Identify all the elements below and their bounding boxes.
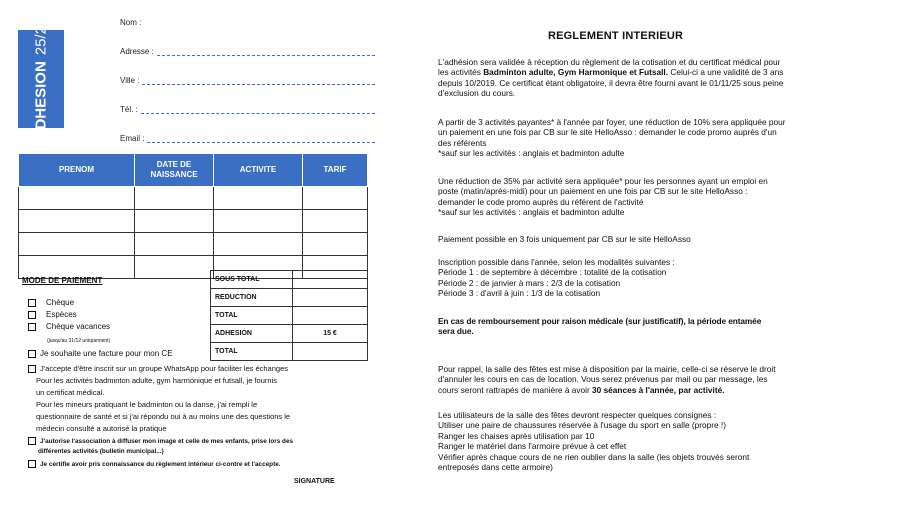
totals-label: TOTAL: [211, 343, 293, 361]
payment-mode-title: MODE DE PAIEMENT: [22, 276, 103, 285]
text-line: entreposés dans cette armoire): [438, 462, 553, 473]
cell-date[interactable]: [135, 256, 214, 279]
totals-label: SOUS TOTAL: [211, 271, 293, 289]
payment-option-label: Chèque vacances: [46, 322, 111, 331]
text-line: Inscription possible dans l'année, selon les modalités suivantes :: [438, 257, 675, 267]
nom-label: Nom :: [120, 18, 142, 27]
cell-tarif[interactable]: [303, 233, 368, 256]
totals-row: [211, 271, 368, 289]
reglement-paragraph-5: [438, 257, 858, 299]
totals-value: 15 €: [293, 325, 368, 343]
checkbox-icon[interactable]: [28, 365, 36, 373]
table-row[interactable]: [19, 233, 368, 256]
reglement-paragraph-1: [438, 57, 858, 99]
cell-tarif[interactable]: [303, 187, 368, 210]
payment-option-label: Chèque: [46, 298, 75, 307]
text-line: Pour rappel, la salle des fêtes est mise à disposition par la mairie, celle-ci se réserve le droit: [438, 364, 776, 374]
consent-line: questionnaire de santé et si j'ai répondu oui à au moins une des questions le: [36, 412, 291, 421]
whatsapp-consent-text: J'accepte d'être inscrit sur un groupe WhatsApp pour faciliter les échanges: [40, 364, 288, 373]
text-line: En cas de remboursement pour raison médicale (sur justificatif), la période entamée: [438, 316, 762, 326]
cell-tarif[interactable]: [303, 210, 368, 233]
text-bold: Badminton adulte, Gym Harmonique et Futsall.: [483, 67, 669, 78]
text-span: les activités: [438, 67, 484, 78]
payment-option-cheque[interactable]: [28, 298, 74, 307]
totals-table: [210, 270, 368, 361]
tel-field[interactable]: [120, 105, 375, 114]
adhesion-word: ADHESION: [32, 61, 50, 141]
adresse-label: Adresse :: [120, 47, 154, 56]
checkbox-icon[interactable]: [28, 437, 36, 445]
text-line: L'adhésion sera validée à réception du règlement de la cotisation et du certificat médical pour: [438, 57, 781, 67]
text-span: Celui-ci a une validité de 3 ans: [668, 67, 784, 78]
cell-activite[interactable]: [214, 187, 303, 210]
checkbox-icon[interactable]: [28, 311, 36, 319]
ville-label: Ville :: [120, 76, 140, 85]
text-line: Vérifier après chaque cours de ne rien oublier dans la salle (les objets trouvés seront: [438, 451, 750, 462]
members-table-header: [19, 154, 368, 187]
ville-line[interactable]: [142, 77, 375, 85]
signature-label: SIGNATURE: [294, 478, 335, 485]
adhesion-banner-text: [33, 18, 50, 141]
text-span: cours seront rattrapés de manière à avoir: [438, 384, 593, 395]
cell-date[interactable]: [135, 210, 214, 233]
cheque-vacances-note: (jusqu'au 31/12 uniquement): [47, 338, 111, 344]
tel-line[interactable]: [141, 106, 375, 114]
text-line: d'annuler les cours en cas de location. Vous serez prévenus par mail ou par message, les: [438, 374, 768, 385]
table-row[interactable]: [19, 187, 368, 210]
cell-activite[interactable]: [214, 210, 303, 233]
text-line: depuis 10/2019. Ce certificat étant obligatoire, il devra être fourni avant le 01/11/25 sous peine: [438, 77, 784, 88]
certify-consent-text: Je certifie avoir pris connaissance du règlement intérieur ci-contre et l'accepte.: [40, 460, 281, 468]
totals-label: ADHESION: [211, 325, 293, 343]
text-line: [438, 385, 858, 395]
text-line: un paiement en une fois par CB sur le site HelloAsso : demander le code promo auprès d'un: [438, 127, 777, 138]
totals-value[interactable]: [293, 289, 368, 307]
header-date-naissance: DATE DE NAISSANCE: [135, 154, 214, 187]
checkbox-icon[interactable]: [28, 323, 36, 331]
reglement-paragraph-3: [438, 176, 858, 218]
payment-option-especes[interactable]: [28, 310, 77, 319]
whatsapp-consent[interactable]: [28, 363, 288, 375]
nom-line[interactable]: [144, 20, 375, 27]
payment-option-cheque-vacances[interactable]: [28, 322, 110, 331]
text-line: Une réduction de 35% par activité sera appliquée* pour les personnes ayant un emploi en: [438, 176, 768, 186]
consent-line: Pour les activités badminton adulte, gym harmonique et futsall, je fournis: [36, 376, 277, 385]
reglement-title: REGLEMENT INTERIEUR: [548, 30, 684, 42]
totals-row: [211, 343, 368, 361]
cell-date[interactable]: [135, 187, 214, 210]
email-line[interactable]: [147, 135, 375, 143]
ville-field[interactable]: [120, 76, 375, 85]
email-label: Email :: [120, 134, 145, 143]
reglement-paragraph-2: [438, 117, 858, 159]
facture-label: Je souhaite une facture pour mon CE: [40, 349, 173, 358]
image-consent-text: J'autorise l'association à diffuser mon image et celle de mes enfants, prise lors des: [40, 437, 294, 445]
checkbox-icon[interactable]: [28, 299, 36, 307]
cell-prenom[interactable]: [19, 233, 135, 256]
totals-value[interactable]: [293, 307, 368, 325]
reglement-paragraph-7: [438, 364, 858, 395]
adresse-field[interactable]: [120, 47, 375, 56]
consent-line: médecin consulté a autorisé la pratique: [36, 424, 167, 433]
image-consent[interactable]: [28, 437, 293, 445]
totals-label: REDUCTION: [211, 289, 293, 307]
text-line: Les utilisateurs de la salle des fêtes devront respecter quelques consignes :: [438, 410, 717, 420]
header-tarif: TARIF: [303, 154, 368, 187]
text-line: d'exclusion du cours.: [438, 88, 516, 99]
table-row[interactable]: [19, 210, 368, 233]
cell-date[interactable]: [135, 233, 214, 256]
totals-value[interactable]: [293, 343, 368, 361]
text-line: Ranger les chaises après utilisation par 10: [438, 430, 595, 441]
reglement-paragraph-4: Paiement possible en 3 fois uniquement par CB sur le site HelloAsso: [438, 234, 691, 244]
text-line: Ranger le matériel dans l'armoire prévue à cet effet: [438, 441, 627, 452]
tel-label: Tél. :: [120, 105, 138, 114]
reglement-paragraph-8: [438, 410, 858, 472]
header-activite: ACTIVITE: [214, 154, 303, 187]
header-prenom: PRENOM: [19, 154, 135, 187]
checkbox-icon[interactable]: [28, 460, 36, 468]
totals-label: TOTAL: [211, 307, 293, 325]
text-line: *sauf sur les activités : anglais et badminton adulte: [438, 207, 625, 218]
totals-value[interactable]: [293, 271, 368, 289]
nom-field[interactable]: [120, 18, 375, 27]
image-consent-line-2: différentes activités (bulletin municipal...): [38, 448, 164, 455]
consent-line: un certificat médical.: [36, 388, 105, 397]
totals-row: [211, 325, 368, 343]
facture-option[interactable]: [28, 349, 173, 358]
text-line: Période 2 : de janvier à mars : 2/3 de la cotisation: [438, 277, 621, 288]
adhesion-season: 25/26: [32, 17, 50, 56]
text-line: [438, 67, 858, 77]
totals-row: [211, 289, 368, 307]
totals-row: [211, 307, 368, 325]
payment-option-label: Espèces: [46, 310, 77, 319]
text-line: poste (matin/après-midi) pour un paiement en une fois par CB sur le site HelloAsso :: [438, 186, 748, 197]
cell-activite[interactable]: [214, 233, 303, 256]
email-field[interactable]: [120, 134, 375, 143]
text-line: Période 3 : d'avril à juin : 1/3 de la cotisation: [438, 288, 601, 299]
reglement-paragraph-6: [438, 316, 858, 337]
adhesion-banner: [18, 17, 64, 141]
checkbox-icon[interactable]: [28, 350, 36, 358]
members-table: [18, 153, 368, 279]
cell-prenom[interactable]: [19, 210, 135, 233]
text-line: des référents: [438, 137, 487, 148]
text-line: A partir de 3 activités payantes* à l'année par foyer, une réduction de 10% sera appliquée pour: [438, 117, 786, 127]
text-line: Période 1 : de septembre à décembre : totalité de la cotisation: [438, 267, 667, 278]
text-line: sera due.: [438, 326, 474, 337]
cell-prenom[interactable]: [19, 187, 135, 210]
text-line: *sauf sur les activités : anglais et badminton adulte: [438, 148, 625, 159]
text-line: demander le code promo auprès du référent de l'activité: [438, 196, 644, 207]
text-bold: 30 séances à l'année, par activité.: [592, 384, 725, 395]
consent-line: Pour les mineurs pratiquant le badminton ou la danse, j'ai rempli le: [36, 400, 258, 409]
text-line: Utiliser une paire de chaussures réservée à l'usage du sport en salle (propre !): [438, 420, 726, 431]
certify-consent[interactable]: [28, 460, 281, 468]
adresse-line[interactable]: [157, 48, 375, 56]
